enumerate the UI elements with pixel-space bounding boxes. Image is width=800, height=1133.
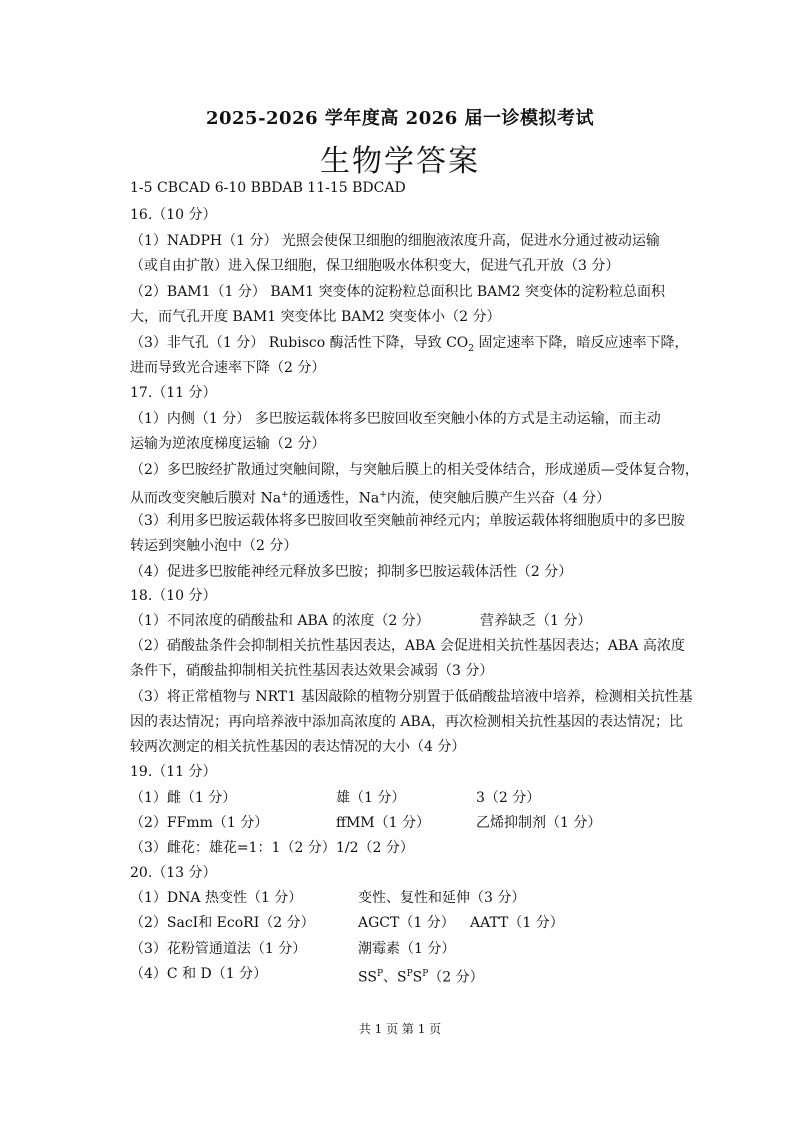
q19-heading: 19.（11 分） bbox=[130, 764, 217, 780]
choice-answers: 1-5 CBCAD 6-10 BBDAB 11-15 BDCAD bbox=[130, 180, 406, 196]
q20-answer: AGCT（1 分） bbox=[358, 915, 455, 931]
subscript: 2 bbox=[468, 343, 474, 354]
q20-answer: 潮霉素（1 分） bbox=[358, 941, 456, 957]
page-footer: 共 1 页 第 1 页 bbox=[358, 1022, 442, 1036]
q16-line: （2）BAM1（1 分） BAM1 突变体的淀粉粒总面积比 BAM2 突变体的淀粉粒总面积 bbox=[130, 284, 665, 300]
q16-line: 进而导致光合速率下降（2 分） bbox=[130, 360, 326, 376]
q18-line: （1）不同浓度的硝酸盐和 ABA 的浓度（2 分） bbox=[130, 613, 430, 629]
q17-heading: 17.（11 分） bbox=[130, 385, 217, 401]
q16-line: （或自由扩散）进入保卫细胞，保卫细胞吸水体积变大，促进气孔开放（3 分） bbox=[130, 258, 620, 274]
q16-line: （1）NADPH（1 分） 光照会使保卫细胞的细胞液浓度升高，促进水分通过被动运输 bbox=[130, 233, 660, 249]
q18-line: 条件下，硝酸盐抑制相关抗性基因表达效果会减弱（3 分） bbox=[130, 663, 494, 679]
q19-answer: 1/2（2 分） bbox=[336, 840, 414, 856]
superscript: P bbox=[376, 969, 383, 979]
text-run: （3）非气孔（1 分） Rubisco 酶活性下降，导致 CO bbox=[130, 335, 469, 351]
q19-answer: 雄（1 分） bbox=[336, 790, 406, 806]
q16-line bbox=[130, 333, 688, 359]
q19-answer: （1）雌（1 分） bbox=[130, 790, 237, 806]
q18-line: 营养缺乏（1 分） bbox=[480, 613, 592, 629]
q20-answer: 变性、复性和延伸（3 分） bbox=[358, 890, 526, 906]
q18-line: 较两次测定的相关抗性基因的表达情况的大小（4 分） bbox=[130, 739, 466, 755]
q17-line: （4）促进多巴胺能神经元释放多巴胺；抑制多巴胺运载体活性（2 分） bbox=[130, 564, 573, 580]
q20-heading: 20.（13 分） bbox=[130, 865, 217, 881]
q18-line: 因的表达情况；再向培养液中添加高浓度的 ABA，再次检测相关抗性基因的表达情况；比 bbox=[130, 714, 683, 730]
q17-line: 运输为逆浓度梯度运输（2 分） bbox=[130, 436, 326, 452]
q16-heading: 16.（10 分） bbox=[130, 207, 217, 223]
q17-line: （3）利用多巴胺运载体将多巴胺回收至突触前神经元内；单胺运载体将细胞质中的多巴胺 bbox=[130, 513, 685, 529]
text-run: 、S bbox=[383, 969, 407, 986]
q17-line: （2）多巴胺经扩散通过突触间隙，与突触后膜上的相关受体结合，形成递质—受体复合物， bbox=[130, 462, 699, 478]
superscript: + bbox=[281, 490, 289, 500]
text-run: 的通透性，Na bbox=[288, 490, 380, 507]
q18-line: （3）将正常植物与 NRT1 基因敲除的植物分别置于低硝酸盐培液中培养，检测相关抗性基 bbox=[130, 689, 693, 705]
superscript: P bbox=[406, 969, 413, 979]
q17-line: 转运到突触小泡中（2 分） bbox=[130, 538, 298, 554]
q19-answer: （3）雌花：雄花=1：1（2 分） bbox=[130, 840, 336, 856]
superscript: + bbox=[379, 490, 387, 500]
text-run: SS bbox=[358, 969, 377, 986]
text-run: 内流，使突触后膜产生兴奋（4 分） bbox=[386, 490, 611, 507]
page-title: 生物学答案 bbox=[320, 144, 480, 179]
text-run: （2 分） bbox=[428, 969, 484, 986]
q20-answer: AATT（1 分） bbox=[470, 915, 564, 931]
text-run: S bbox=[412, 969, 423, 986]
q20-answer: （2）SacI和 EcoRI（2 分） bbox=[130, 915, 315, 931]
q20-answer: （1）DNA 热变性（1 分） bbox=[130, 890, 303, 906]
q19-answer: （2）FFmm（1 分） bbox=[130, 815, 269, 831]
q19-answer: ffMM（1 分） bbox=[336, 815, 430, 831]
q18-line: （2）硝酸盐条件会抑制相关抗性基因表达，ABA 会促进相关抗性基因表达；ABA 高浓度 bbox=[130, 638, 685, 654]
text-run: 固定速率下降，暗反应速率下降， bbox=[474, 335, 689, 351]
q17-line: （1）内侧（1 分） 多巴胺运载体将多巴胺回收至突触小体的方式是主动运输，而主动 bbox=[130, 411, 661, 427]
text-run: 从而改变突触后膜对 Na bbox=[130, 490, 282, 507]
q20-answer: （3）花粉管通道法（1 分） bbox=[130, 941, 307, 957]
q17-line bbox=[130, 485, 610, 509]
q20-answer: （4）C 和 D（1 分） bbox=[130, 966, 268, 982]
superscript: P bbox=[422, 969, 429, 979]
q16-line: 大，而气孔开度 BAM1 突变体比 BAM2 突变体小（2 分） bbox=[130, 309, 501, 325]
q19-answer: 乙烯抑制剂（1 分） bbox=[476, 815, 602, 831]
q18-heading: 18.（10 分） bbox=[130, 588, 217, 604]
exam-title: 2025-2026 学年度高 2026 届一诊模拟考试 bbox=[205, 108, 595, 129]
q19-answer: 3（2 分） bbox=[476, 790, 541, 806]
q20-answer bbox=[358, 964, 484, 988]
